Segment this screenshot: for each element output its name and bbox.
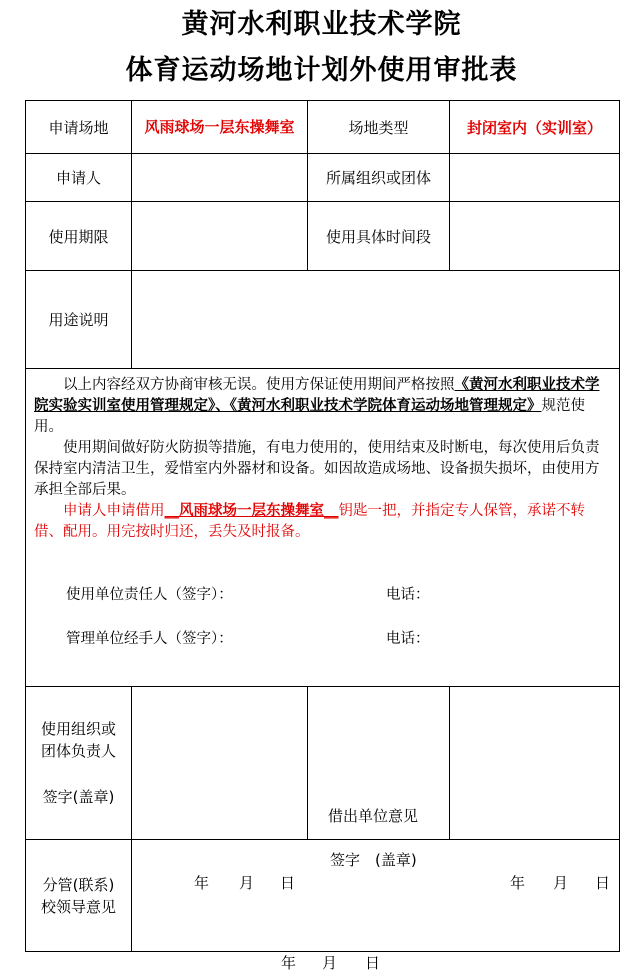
terms-p3-c: 钥匙一把，并指定专人保管，承诺不转借、配用。用完按时归还，丢失及时报备。 (34, 503, 585, 540)
venue-type-label: 场地类型 (308, 101, 450, 154)
venue-label: 申请场地 (26, 101, 132, 154)
title-line-2: 体育运动场地计划外使用审批表 (125, 55, 518, 86)
month-label: 月 (322, 953, 338, 972)
terms-p1-a: 以上内容经双方协商审核无误。使用方保证使用期间严格按照 (63, 377, 455, 393)
terms-p1-c: 规范使用。 (34, 398, 585, 435)
org-head-line1: 使用组织或 (40, 720, 116, 738)
year-label: 年 (510, 874, 526, 892)
month-label: 月 (553, 874, 569, 892)
day-label: 日 (595, 874, 611, 892)
lender-cell (308, 687, 450, 869)
month-label: 月 (239, 874, 255, 892)
lender-opinion-label: 借出单位意见 (328, 807, 419, 825)
period-label: 使用期限 (26, 202, 132, 271)
terms-p3-venue: __风雨球场一层东操舞室__ (164, 503, 339, 519)
tel-label-2: 电话： (386, 631, 430, 647)
time-field[interactable] (450, 202, 620, 271)
approval-form-table (25, 100, 620, 972)
lender-sign-field[interactable] (450, 687, 620, 892)
applicant-label: 申请人 (26, 154, 132, 202)
purpose-label: 用途说明 (26, 271, 132, 369)
leader-line2: 校领导意见 (40, 897, 116, 916)
org-field[interactable] (450, 154, 620, 202)
terms-p3-a: 申请人申请借用 (63, 503, 165, 519)
leader-line1: 分管(联系) (42, 875, 115, 894)
leader-cell (26, 840, 132, 952)
period-field[interactable] (132, 202, 308, 271)
terms-regulations: 《黄河水利职业技术学院实验实训室使用管理规定》、《黄河水利职业技术学院体育运动场地管理规定》 (34, 377, 600, 414)
year-label: 年 (281, 953, 297, 972)
org-label: 所属组织或团体 (308, 154, 450, 202)
venue-type-value[interactable]: 封闭室内（实训室） (450, 101, 620, 154)
applicant-field[interactable] (132, 154, 308, 202)
org-head-line2: 团体负责人 (40, 742, 116, 760)
lender-sign-label: 签字 (盖章) (330, 851, 417, 869)
year-label: 年 (194, 874, 210, 892)
title-line-1: 黄河水利职业技术学院 (181, 9, 462, 40)
day-label: 日 (365, 953, 381, 972)
purpose-field[interactable] (132, 271, 620, 369)
user-responsible-label: 使用单位责任人（签字）： (66, 587, 233, 603)
org-sign-label: 签字(盖章) (42, 788, 115, 806)
manager-label: 管理单位经手人（签字）： (66, 631, 233, 647)
time-label: 使用具体时间段 (308, 202, 450, 271)
org-sign-field[interactable] (132, 687, 308, 892)
venue-value[interactable]: 风雨球场一层东操舞室 (132, 101, 308, 154)
terms-section (26, 369, 620, 687)
day-label: 日 (280, 874, 296, 892)
terms-p2: 使用期间做好防火防损等措施，有电力使用的，使用结束及时断电，每次使用后负责保持室内清洁卫生，爱惜室内外器材和设备。如因故造成场地、设备损失损坏，由使用方承担全部后果。 (34, 440, 600, 498)
org-head-cell (26, 687, 132, 840)
tel-label-1: 电话： (386, 587, 430, 603)
